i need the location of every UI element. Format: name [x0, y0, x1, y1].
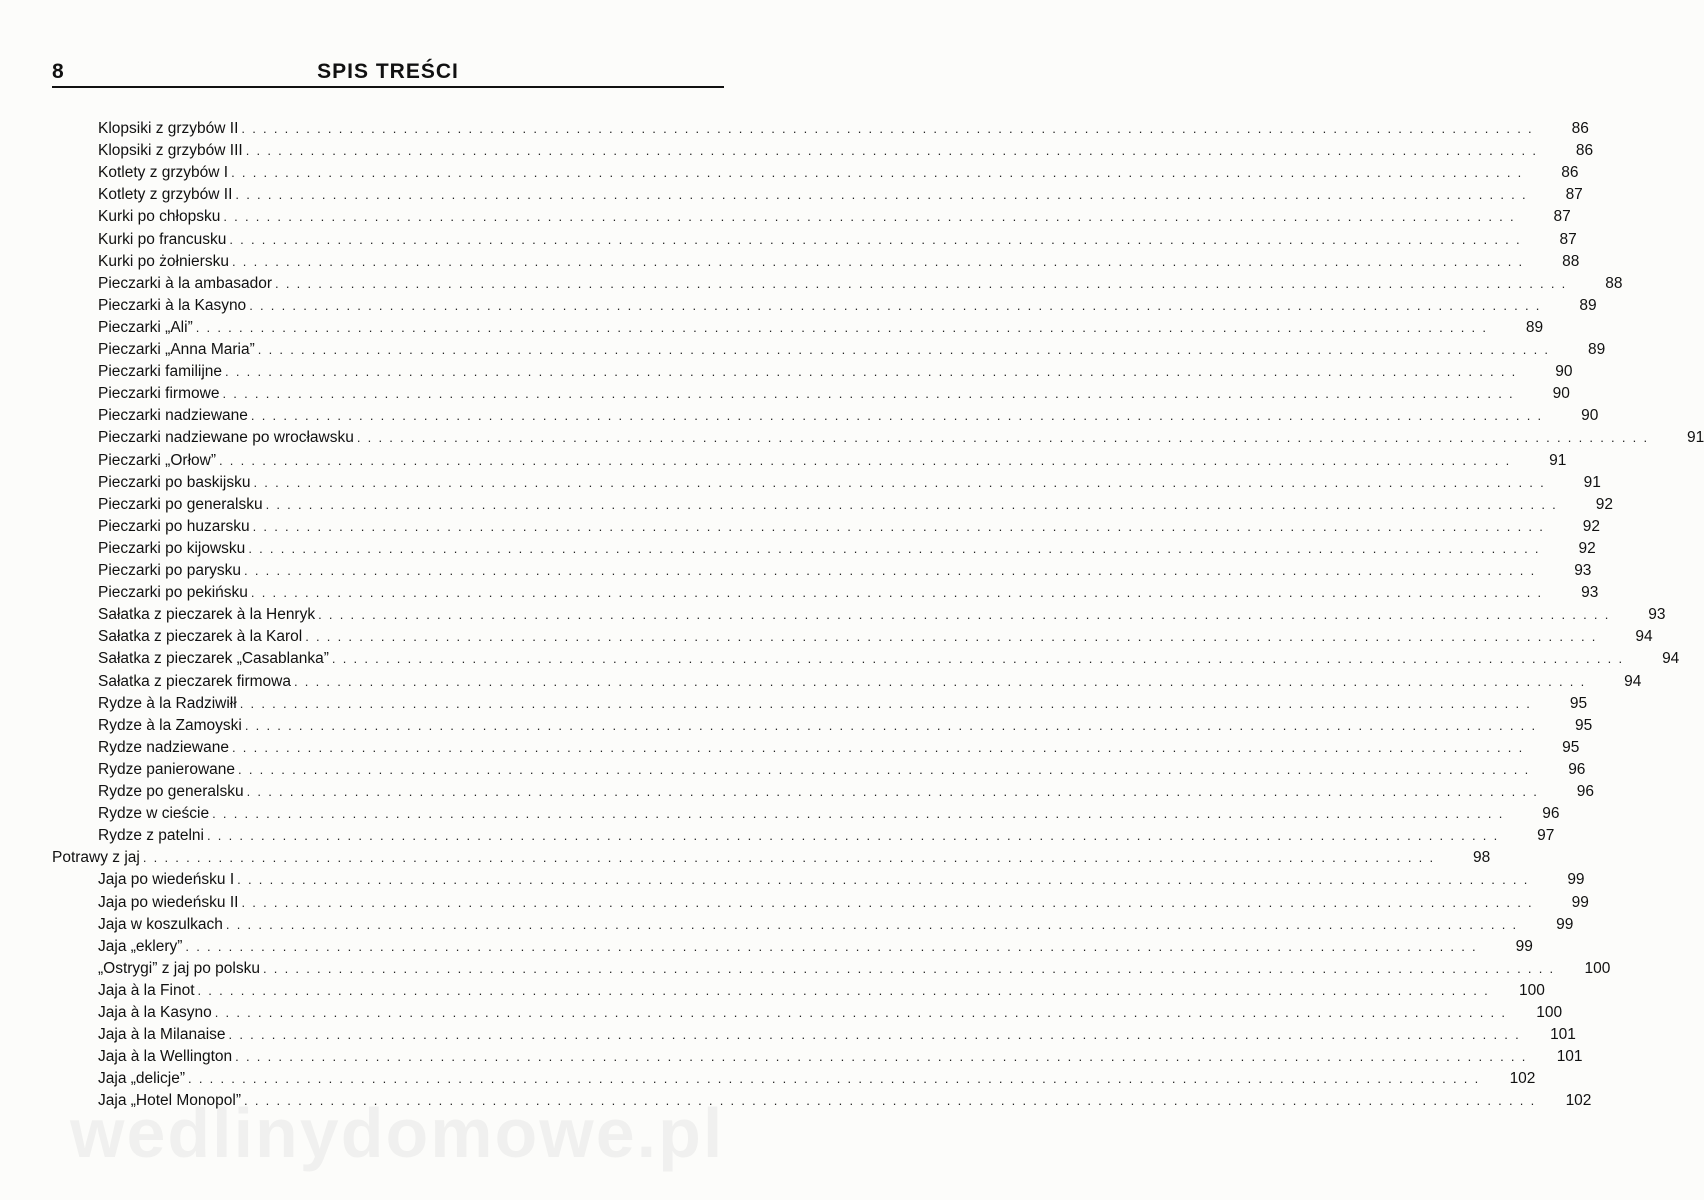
- toc-entry-label: Jaja po wiedeńsku I: [98, 871, 235, 889]
- toc-entry: [98, 626, 1653, 648]
- leader-dots: ........................................................................................................................: [252, 518, 1551, 534]
- toc-entry-page: 102: [1509, 1070, 1536, 1088]
- toc-entry-label: Pieczarki po pekińsku: [98, 584, 248, 602]
- leader-dots: ........................................................................................................................: [228, 1027, 1526, 1043]
- leader-dots: ........................................................................................................................: [235, 1049, 1533, 1065]
- toc-entry-page: 99: [1571, 893, 1589, 911]
- toc-entry-page: 95: [1575, 716, 1593, 734]
- leader-dots: ........................................................................................................................: [231, 165, 1529, 181]
- leader-dots: ........................................................................................................................: [222, 386, 1520, 402]
- toc-entry-label: Potrawy z jaj: [52, 849, 140, 867]
- toc-entry-label: Rydze nadziewane: [98, 738, 229, 756]
- toc-entry: [98, 251, 1580, 273]
- toc-entry-label: Pieczarki po generalsku: [98, 495, 263, 513]
- toc-entry: [98, 604, 1666, 626]
- leader-dots: ........................................................................................................................: [237, 872, 1535, 888]
- toc-entry: [98, 383, 1570, 405]
- toc-entry: [98, 339, 1606, 361]
- leader-dots: ........................................................................................................................: [245, 143, 1544, 159]
- toc-entry-page: 94: [1624, 672, 1642, 690]
- leader-dots: ........................................................................................................................: [231, 739, 1530, 755]
- toc-entry: [98, 759, 1586, 781]
- toc-entry-page: 93: [1648, 606, 1666, 624]
- toc-entry-page: 87: [1565, 186, 1583, 204]
- toc-entry-label: Sałatka z pieczarek à la Henryk: [98, 606, 316, 624]
- leader-dots: ........................................................................................................................: [331, 651, 1630, 667]
- toc-entry: [98, 803, 1560, 825]
- leader-dots: ........................................................................................................................: [238, 761, 1536, 777]
- toc-entry-page: 91: [1549, 451, 1567, 469]
- toc-entry: [98, 715, 1593, 737]
- leader-dots: ........................................................................................................................: [244, 717, 1543, 733]
- toc-entry-page: 87: [1553, 208, 1571, 226]
- leader-dots: ........................................................................................................................: [218, 452, 1517, 468]
- leader-dots: ........................................................................................................................: [223, 209, 1521, 225]
- leader-dots: ........................................................................................................................: [250, 585, 1549, 601]
- toc-entry-label: Pieczarki à la ambasador: [98, 274, 273, 292]
- toc-entry-label: Kurki po żołniersku: [98, 252, 229, 270]
- page-title: SPIS TREŚCI: [317, 60, 459, 83]
- toc-entry-label: Pieczarki „Orłow”: [98, 451, 216, 469]
- leader-dots: ........................................................................................................................: [195, 319, 1494, 335]
- toc-entry: [98, 118, 1589, 140]
- leader-dots: ........................................................................................................................: [249, 297, 1547, 313]
- toc-entry-label: Pieczarki „Ali”: [98, 318, 193, 336]
- toc-entry-page: 93: [1574, 562, 1592, 579]
- leader-dots: ........................................................................................................................: [239, 695, 1538, 711]
- leader-dots: ........................................................................................................................: [206, 828, 1505, 844]
- leader-dots: ........................................................................................................................: [188, 1071, 1486, 1087]
- toc-entry: [98, 869, 1585, 891]
- toc-entry-page: 86: [1561, 164, 1579, 182]
- toc-entry-page: 89: [1579, 296, 1597, 314]
- leader-dots: ........................................................................................................................: [241, 894, 1539, 910]
- toc-entry: [98, 140, 1594, 162]
- toc-entry: [98, 162, 1579, 184]
- toc-entry-label: Pieczarki po huzarsku: [98, 517, 250, 535]
- toc-entry-page: 91: [1583, 473, 1601, 491]
- toc-entry-page: 93: [1581, 584, 1599, 602]
- leader-dots: ........................................................................................................................: [356, 430, 1655, 446]
- toc-entry-page: 96: [1542, 805, 1560, 823]
- leader-dots: ........................................................................................................................: [212, 806, 1510, 822]
- toc-entry-label: Rydze à la Radziwiłł: [98, 694, 237, 712]
- toc-entry: [98, 427, 1704, 449]
- leader-dots: ........................................................................................................................: [318, 607, 1616, 623]
- toc-entry-page: 88: [1562, 252, 1580, 270]
- toc-entry-page: 100: [1519, 981, 1545, 999]
- toc-entry-page: 100: [1536, 1004, 1563, 1021]
- toc-entry-page: 98: [1473, 849, 1491, 867]
- toc-entry: [98, 184, 1583, 206]
- toc-entry-page: 88: [1605, 274, 1623, 292]
- toc-entry: [98, 494, 1613, 516]
- leader-dots: ........................................................................................................................: [229, 231, 1527, 247]
- toc-entry-label: Pieczarki nadziewane po wrocławsku: [98, 429, 354, 447]
- toc-entry-label: Jaja à la Kasyno: [98, 1004, 212, 1021]
- toc-entry-label: Pieczarki familijne: [98, 363, 223, 381]
- leader-dots: ........................................................................................................................: [231, 253, 1530, 269]
- toc-entry-label: Sałatka z pieczarek à la Karol: [98, 628, 303, 646]
- toc-entry-page: 96: [1568, 760, 1586, 778]
- toc-entry: [98, 206, 1571, 228]
- toc-entry: [98, 914, 1574, 936]
- leader-dots: ........................................................................................................................: [197, 982, 1495, 998]
- leader-dots: ........................................................................................................................: [244, 563, 1542, 578]
- toc-entry: [98, 582, 1599, 604]
- toc-entry: [98, 450, 1567, 472]
- toc-entry-label: Pieczarki po parysku: [98, 562, 242, 579]
- toc-entry-page: 94: [1662, 650, 1680, 668]
- toc-entry-label: Kotlety z grzybów II: [98, 186, 233, 204]
- toc-entry-label: Pieczarki po kijowsku: [98, 539, 246, 557]
- toc-entry-label: Sałatka z pieczarek firmowa: [98, 672, 291, 690]
- toc-entry: [98, 1024, 1576, 1046]
- toc-entry-page: 86: [1571, 120, 1589, 137]
- toc-entry-page: 90: [1581, 407, 1599, 425]
- toc-entry-page: 95: [1569, 694, 1588, 712]
- leader-dots: ........................................................................................................................: [225, 364, 1523, 380]
- leader-dots: ........................................................................................................................: [293, 673, 1592, 689]
- toc-entry: [98, 273, 1623, 295]
- leader-dots: ........................................................................................................................: [246, 784, 1545, 799]
- page-number: 8: [52, 60, 64, 83]
- toc-entry-page: 91: [1687, 429, 1704, 447]
- leader-dots: ........................................................................................................................: [214, 1005, 1513, 1020]
- toc-entry: [98, 317, 1544, 339]
- toc-entry-page: 100: [1584, 959, 1611, 977]
- toc-entry: [98, 538, 1596, 560]
- toc-entry-page: 96: [1576, 783, 1595, 800]
- toc-entry-page: 90: [1552, 385, 1570, 403]
- toc-entry-label: Jaja w koszulkach: [98, 915, 223, 933]
- toc-entry-page: 86: [1575, 142, 1594, 160]
- toc-entry-label: Jaja à la Finot: [98, 981, 195, 999]
- toc-entry-label: Rydze panierowane: [98, 760, 236, 778]
- toc-entry: [98, 229, 1577, 251]
- leader-dots: ........................................................................................................................: [225, 916, 1524, 932]
- toc-entry-page: 87: [1559, 230, 1577, 248]
- toc-entry-page: 99: [1556, 915, 1574, 933]
- toc-entry-label: Pieczarki po baskijsku: [98, 473, 251, 491]
- toc-entry: [98, 516, 1601, 538]
- toc-entry-label: Jaja à la Milanaise: [98, 1026, 226, 1044]
- toc-entry-label: Jaja „Hotel Monopol”: [98, 1092, 242, 1110]
- toc-entry: [98, 1002, 1563, 1024]
- toc-entry-page: 89: [1525, 318, 1544, 336]
- toc-entry-page: 101: [1556, 1048, 1583, 1066]
- toc-entry: [98, 1068, 1536, 1090]
- toc-entry-page: 92: [1578, 539, 1596, 557]
- toc-entry-label: Klopsiki z grzybów III: [98, 142, 243, 160]
- toc-entry-page: 92: [1595, 495, 1613, 513]
- toc-entry-label: Jaja à la Wellington: [98, 1048, 233, 1066]
- toc-entry-page: 90: [1555, 363, 1573, 381]
- leader-dots: ........................................................................................................................: [248, 540, 1546, 556]
- toc-entry: [98, 980, 1545, 1002]
- toc-entry-page: 92: [1582, 517, 1601, 535]
- leader-dots: ........................................................................................................................: [241, 121, 1539, 136]
- toc-entry-page: 101: [1550, 1026, 1576, 1044]
- toc-entry: [98, 472, 1601, 494]
- toc-entry: [98, 737, 1580, 759]
- toc-entry-label: Klopsiki z grzybów II: [98, 120, 239, 137]
- toc-entry-label: Sałatka z pieczarek „Casablanka”: [98, 650, 329, 668]
- leader-dots: ........................................................................................................................: [275, 275, 1573, 291]
- leader-dots: ........................................................................................................................: [305, 629, 1603, 645]
- toc-section: [52, 847, 1491, 869]
- leader-dots: ........................................................................................................................: [244, 1093, 1542, 1109]
- toc-entry-label: Jaja „delicje”: [98, 1070, 186, 1088]
- leader-dots: ........................................................................................................................: [250, 408, 1549, 424]
- toc-entry: [98, 936, 1533, 958]
- leader-dots: ........................................................................................................................: [253, 474, 1551, 490]
- toc-entry: [98, 958, 1611, 980]
- page-header: [52, 56, 724, 88]
- toc-entry-label: Pieczarki nadziewane: [98, 407, 248, 425]
- toc-entry-label: Rydze à la Zamoyski: [98, 716, 242, 734]
- leader-dots: ........................................................................................................................: [235, 187, 1533, 203]
- leader-dots: ........................................................................................................................: [265, 496, 1563, 512]
- toc-entry: [98, 693, 1588, 715]
- toc-entry-label: Kurki po chłopsku: [98, 208, 221, 226]
- toc-entry: [98, 648, 1680, 670]
- toc-entry-page: 97: [1537, 827, 1555, 845]
- toc-entry-label: „Ostrygi” z jaj po polsku: [98, 959, 260, 977]
- toc-entry-label: Jaja „eklery”: [98, 937, 183, 955]
- toc-entry: [98, 405, 1599, 427]
- toc-entry-label: Kotlety z grzybów I: [98, 164, 229, 182]
- toc-entry-label: Pieczarki à la Kasyno: [98, 296, 247, 314]
- toc-entry-label: Pieczarki „Anna Maria”: [98, 341, 255, 358]
- leader-dots: ........................................................................................................................: [185, 938, 1483, 954]
- leader-dots: ........................................................................................................................: [257, 342, 1556, 357]
- toc-entry-label: Rydze z patelni: [98, 827, 204, 845]
- toc-entry: [98, 892, 1589, 914]
- toc-entry-page: 99: [1515, 937, 1533, 955]
- toc-entry-page: 95: [1562, 738, 1580, 756]
- toc-entry: [98, 560, 1592, 582]
- toc-entry-label: Jaja po wiedeńsku II: [98, 893, 239, 911]
- toc-entry: [98, 781, 1595, 803]
- toc-entry-label: Kurki po francusku: [98, 230, 227, 248]
- toc-entry-label: Rydze po generalsku: [98, 783, 244, 800]
- toc-entry-label: Rydze w cieście: [98, 805, 210, 823]
- toc-entry-page: 94: [1635, 628, 1653, 646]
- toc-entry: [98, 361, 1573, 383]
- toc-entry: [98, 825, 1555, 847]
- toc-entry: [98, 671, 1642, 693]
- leader-dots: ........................................................................................................................: [262, 960, 1561, 976]
- toc-entry-page: 89: [1587, 341, 1606, 358]
- toc-entry-page: 99: [1567, 871, 1585, 889]
- toc-entry: [98, 295, 1597, 317]
- toc-entry: [98, 1046, 1583, 1068]
- leader-dots: ........................................................................................................................: [142, 850, 1441, 866]
- toc-entry-label: Pieczarki firmowe: [98, 385, 220, 403]
- toc-entry: [98, 1090, 1592, 1112]
- toc-entry-page: 102: [1565, 1092, 1592, 1110]
